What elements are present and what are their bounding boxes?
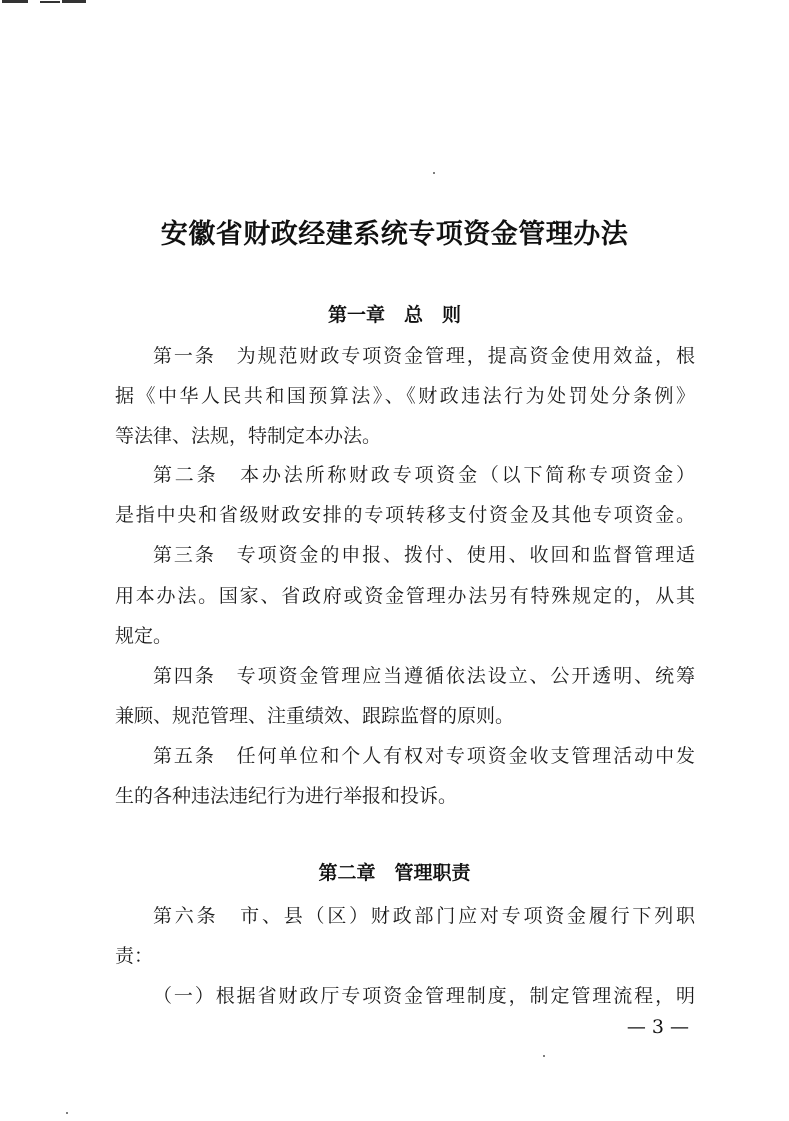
scan-speck	[66, 1112, 68, 1114]
scan-speck	[543, 1055, 545, 1057]
chapter-heading: 第一章 总 则	[327, 304, 461, 326]
article-1-line: 第一条 为规范财政专项资金管理，提高资金使用效益，根	[153, 345, 695, 367]
article-4-line: 兼顾、规范管理、注重绩效、跟踪监督的原则。	[115, 705, 515, 727]
scan-speck	[433, 172, 435, 174]
chapter-heading: 第二章 管理职责	[318, 862, 471, 884]
page-number: — 3 —	[626, 1016, 689, 1038]
document-title: 安徽省财政经建系统专项资金管理办法	[160, 219, 629, 250]
article-6-item-1-line: （一）根据省财政厅专项资金管理制度，制定管理流程，明	[153, 985, 695, 1007]
article-3-line: 规定。	[115, 625, 173, 647]
article-2-line: 是指中央和省级财政安排的专项转移支付资金及其他专项资金。	[115, 504, 695, 526]
article-6-line: 第六条 市、县（区）财政部门应对专项资金履行下列职	[153, 905, 695, 927]
article-5-line: 第五条 任何单位和个人有权对专项资金收支管理活动中发	[153, 745, 695, 767]
article-3-line: 第三条 专项资金的申报、拨付、使用、收回和监督管理适	[153, 544, 695, 566]
article-4-line: 第四条 专项资金管理应当遵循依法设立、公开透明、统筹	[153, 665, 695, 687]
article-5-line: 生的各种违法违纪行为进行举报和投诉。	[115, 785, 458, 807]
scan-edge-mark	[2, 0, 28, 3]
scan-edge-mark	[40, 1, 60, 3]
article-2-line: 第二条 本办法所称财政专项资金（以下简称专项资金）	[153, 464, 695, 486]
article-6-line: 责：	[115, 945, 154, 967]
article-1-line: 等法律、法规，特制定本办法。	[115, 425, 382, 447]
scan-edge-mark	[62, 0, 86, 3]
article-1-line: 据《中华人民共和国预算法》、《财政违法行为处罚处分条例》	[115, 385, 695, 407]
article-3-line: 用本办法。国家、省政府或资金管理办法另有特殊规定的，从其	[115, 585, 695, 607]
